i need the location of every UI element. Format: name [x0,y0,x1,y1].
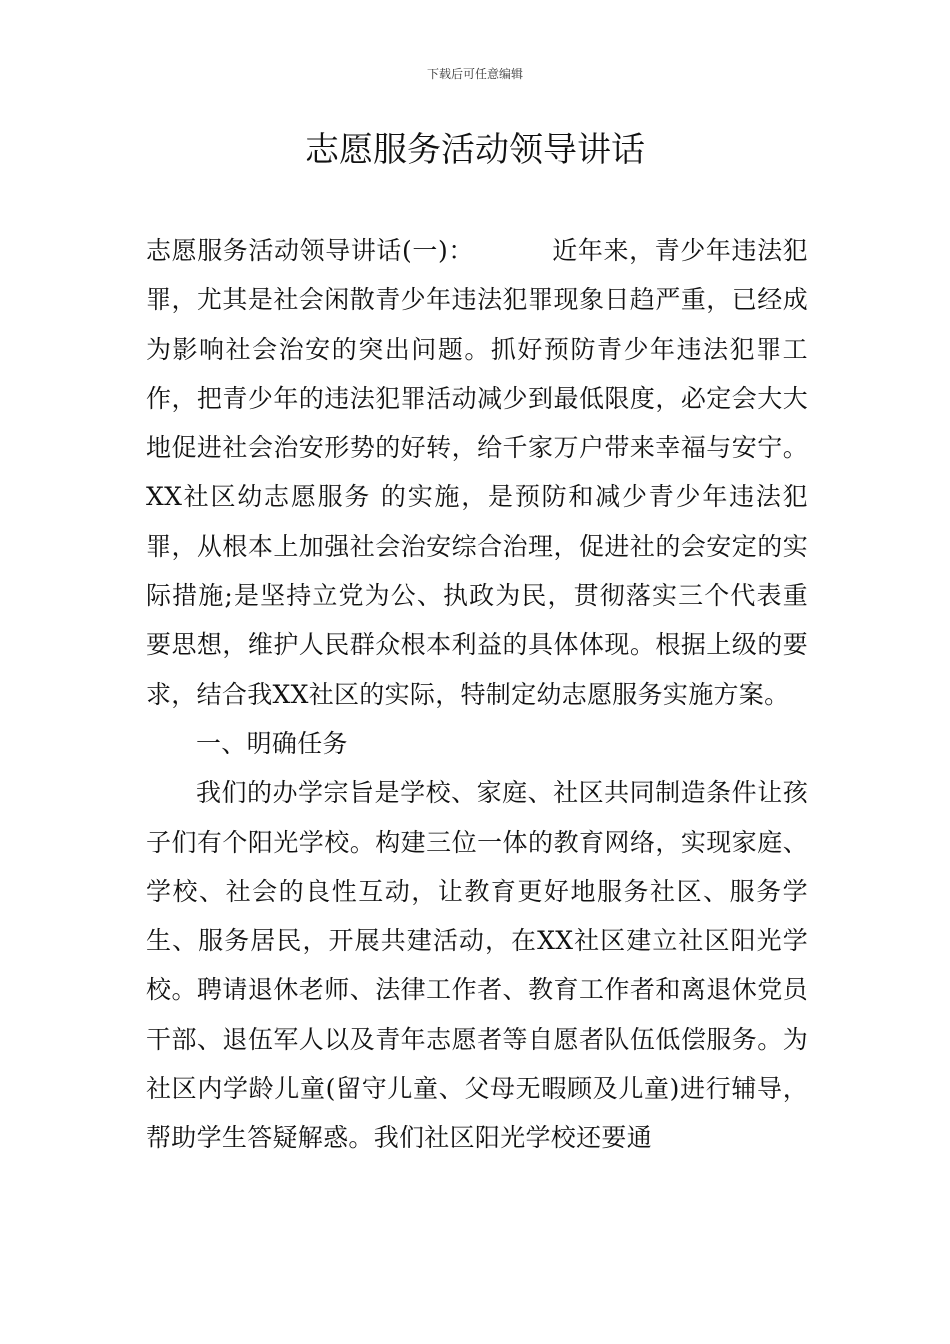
intro-body: 近年来，青少年违法犯罪，尤其是社会闲散青少年违法犯罪现象日趋严重，已经成为影响社会治安的突出问题。抓好预防青少年违法犯罪工作，把青少年的违法犯罪活动减少到最低限度，必定会大大地促进社会治安形势的好转，给千家万户带来幸福与安宁。XX社区幼志愿服务 的实施，是预防和减少青少年违法犯罪，从根本上加强社会治安综合治理，促进社的会安定的实际措施;是坚持立党为公、执政为民，贯彻落实三个代表重要思想，维护人民群众根本利益的具体体现。根据上级的要求，结合我XX社区的实际，特制定幼志愿服务实施方案。 [146,236,808,709]
document-body [146,226,808,1163]
intro-label: 志愿服务活动领导讲话(一)： [146,236,474,265]
header-note: 下载后可任意编辑 [426,67,523,81]
document-title: 志愿服务活动领导讲话 [305,130,645,170]
section-heading: 一、明确任务 [196,728,348,758]
intro-paragraph [146,226,808,719]
section-paragraph: 我们的办学宗旨是学校、家庭、社区共同制造条件让孩子们有个阳光学校。构建三位一体的教育网络，实现家庭、学校、社会的良性互动，让教育更好地服务社区、服务学生、服务居民，开展共建活动，在XX社区建立社区阳光学校。聘请退休老师、法律工作者、教育工作者和离退休党员干部、退伍军人以及青年志愿者等自愿者队伍低偿服务。为社区内学龄儿童(留守儿童、父母无暇顾及儿童)进行辅导，帮助学生答疑解惑。我们社区阳光学校还要通 [146,778,808,1153]
